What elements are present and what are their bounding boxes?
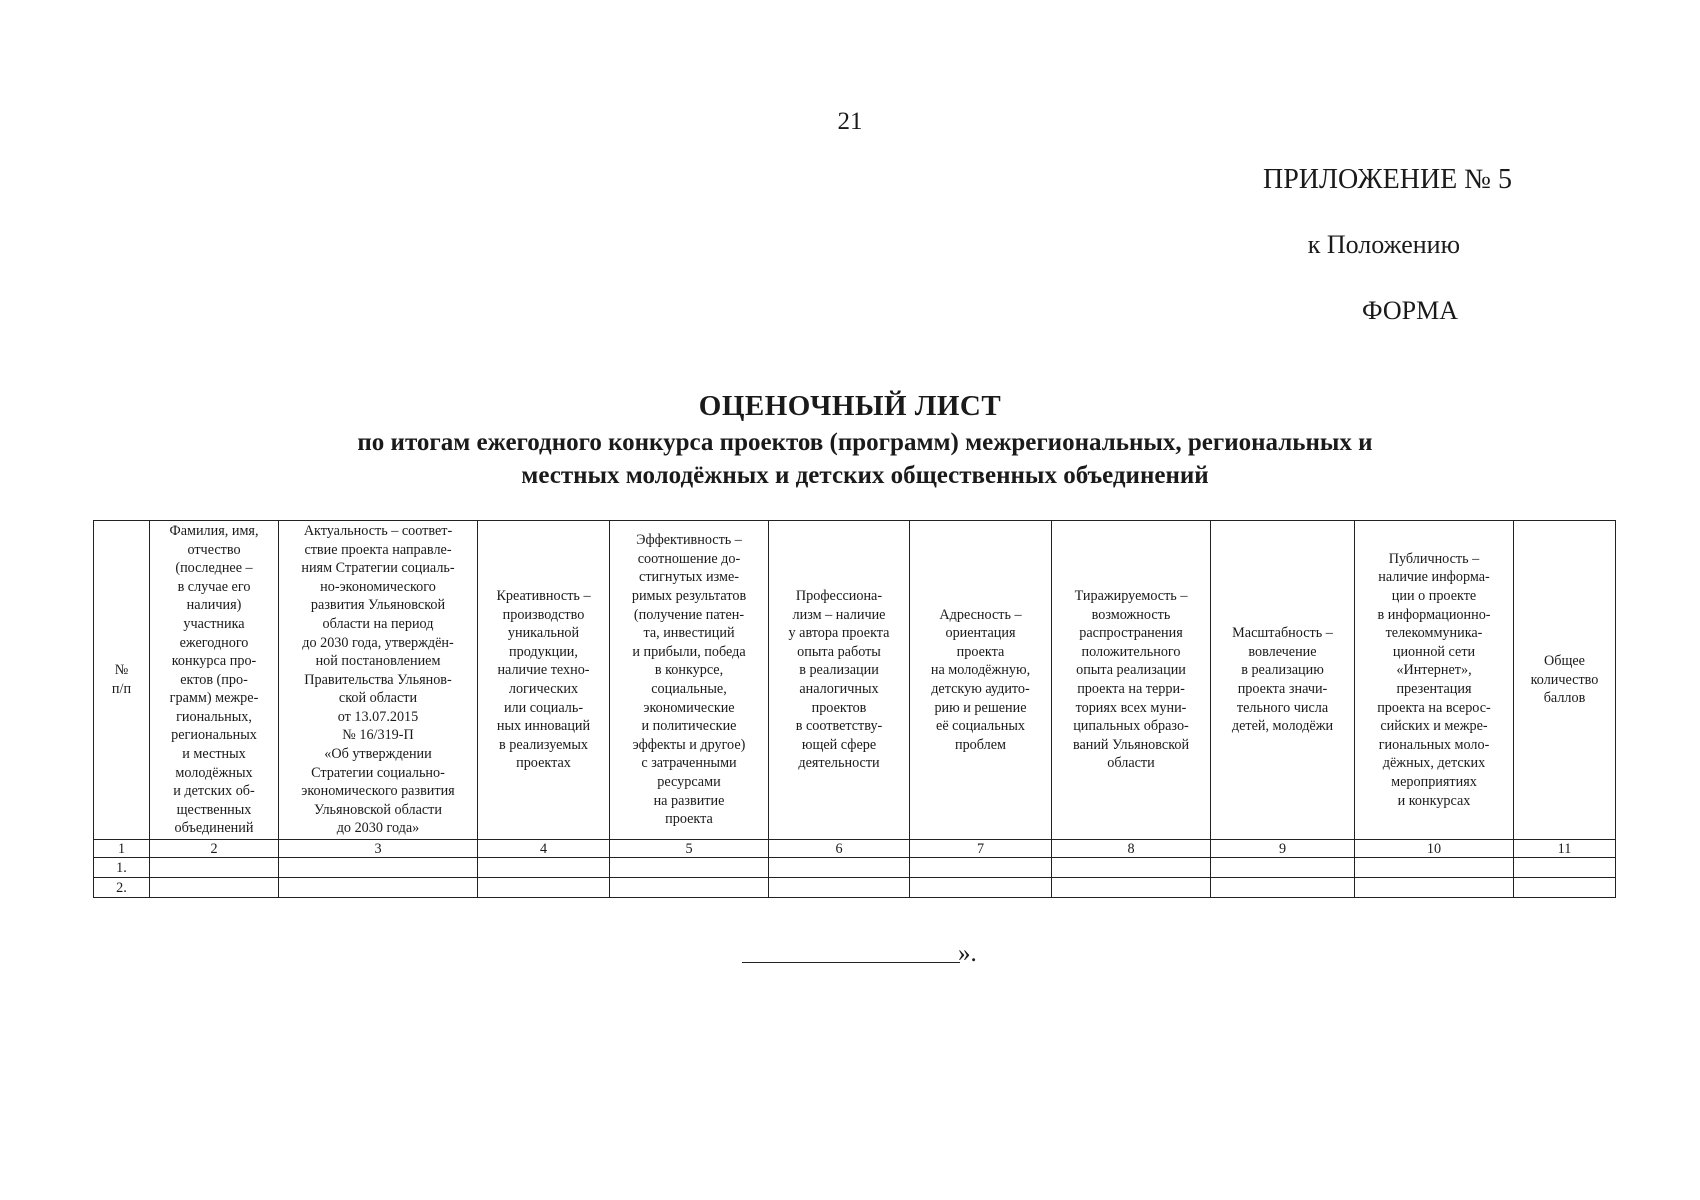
table-cell	[1514, 858, 1616, 878]
evaluation-table	[93, 520, 1616, 898]
table-row	[94, 858, 1616, 878]
table-cell	[910, 858, 1052, 878]
column-number: 11	[1514, 840, 1616, 858]
column-number: 4	[478, 840, 610, 858]
page-number: 21	[837, 108, 863, 135]
column-number: 8	[1052, 840, 1211, 858]
table-cell	[279, 858, 478, 878]
table-cell	[610, 858, 769, 878]
column-number: 1	[94, 840, 150, 858]
column-number: 2	[150, 840, 279, 858]
appendix-label: ПРИЛОЖЕНИЕ № 5	[1263, 164, 1512, 195]
header-cell: Фамилия, имя, отчество (последнее – в случае его наличия) участника ежегодного конкурса про- ектов (про- грамм) межре- гиональных, региональных и местных молодёжных и детских об- щественных объединений	[150, 521, 279, 840]
table-cell	[478, 878, 610, 898]
column-number: 3	[279, 840, 478, 858]
table-cell	[150, 878, 279, 898]
closing-quote: ».	[958, 940, 977, 967]
table-cell	[1514, 878, 1616, 898]
table-cell	[769, 878, 910, 898]
header-cell: Эффективность – соотношение до- стигнутых изме- римых результатов (получение патен- та, инвестиций и прибыли, победа в конкурсе, социальные, экономические и политические эффекты и другое) с затраченными ресурсами на развитие проекта	[610, 521, 769, 840]
table-cell	[1211, 858, 1355, 878]
row-number: 1.	[94, 858, 150, 878]
table-cell	[1355, 878, 1514, 898]
header-cell: Публичность – наличие информа- ции о проекте в информационно- телекоммуника- ционной сети «Интернет», презентация проекта на всерос- сийских и межре- гиональных моло- дёжных, детских мероприятиях и конкурсах	[1355, 521, 1514, 840]
table-cell	[610, 878, 769, 898]
signature-line	[742, 940, 960, 963]
header-cell: Тиражируемость – возможность распространения положительного опыта реализации проекта на терри- ториях всех муни- ципальных образо- ваний Ульяновской области	[1052, 521, 1211, 840]
column-number: 7	[910, 840, 1052, 858]
table-cell	[478, 858, 610, 878]
column-number: 10	[1355, 840, 1514, 858]
form-label: ФОРМА	[1362, 296, 1458, 325]
column-number-row	[94, 840, 1616, 858]
table-cell	[769, 858, 910, 878]
header-cell: Общее количество баллов	[1514, 521, 1616, 840]
document-subtitle: по итогам ежегодного конкурса проектов (программ) межрегиональных, региональных и местных молодёжных и детских общественных объединений	[357, 429, 1373, 489]
header-cell: Адресность – ориентация проекта на молодёжную, детскую аудито- рию и решение её социальных проблем	[910, 521, 1052, 840]
table-cell	[1355, 858, 1514, 878]
table-header-row	[94, 521, 1616, 840]
column-number: 5	[610, 840, 769, 858]
table-row	[94, 878, 1616, 898]
column-number: 6	[769, 840, 910, 858]
table-cell	[1211, 878, 1355, 898]
table-cell	[279, 878, 478, 898]
column-number: 9	[1211, 840, 1355, 858]
regulation-reference: к Положению	[1307, 230, 1460, 259]
table-cell	[150, 858, 279, 878]
table-cell	[910, 878, 1052, 898]
header-cell: Масштабность – вовлечение в реализацию проекта значи- тельного числа детей, молодёжи	[1211, 521, 1355, 840]
header-cell: Креативность – производство уникальной продукции, наличие техно- логических или социаль- ных инноваций в реализуемых проектах	[478, 521, 610, 840]
header-cell: Профессиона- лизм – наличие у автора проекта опыта работы в реализации аналогичных проектов в соответству- ющей сфере деятельности	[769, 521, 910, 840]
header-cell: Актуальность – соответ- ствие проекта направле- ниям Стратегии социаль- но-экономического развития Ульяновской области на период до 2030 года, утверждён- ной постановлением Правительства Ульянов- ской области от 13.07.2015 № 16/319-П «Об утверждении Стратегии социально- экономического развития Ульяновской области до 2030 года»	[279, 521, 478, 840]
document-title: ОЦЕНОЧНЫЙ ЛИСТ	[698, 390, 1002, 422]
table-cell	[1052, 878, 1211, 898]
row-number: 2.	[94, 878, 150, 898]
header-cell: № п/п	[94, 521, 150, 840]
table-cell	[1052, 858, 1211, 878]
